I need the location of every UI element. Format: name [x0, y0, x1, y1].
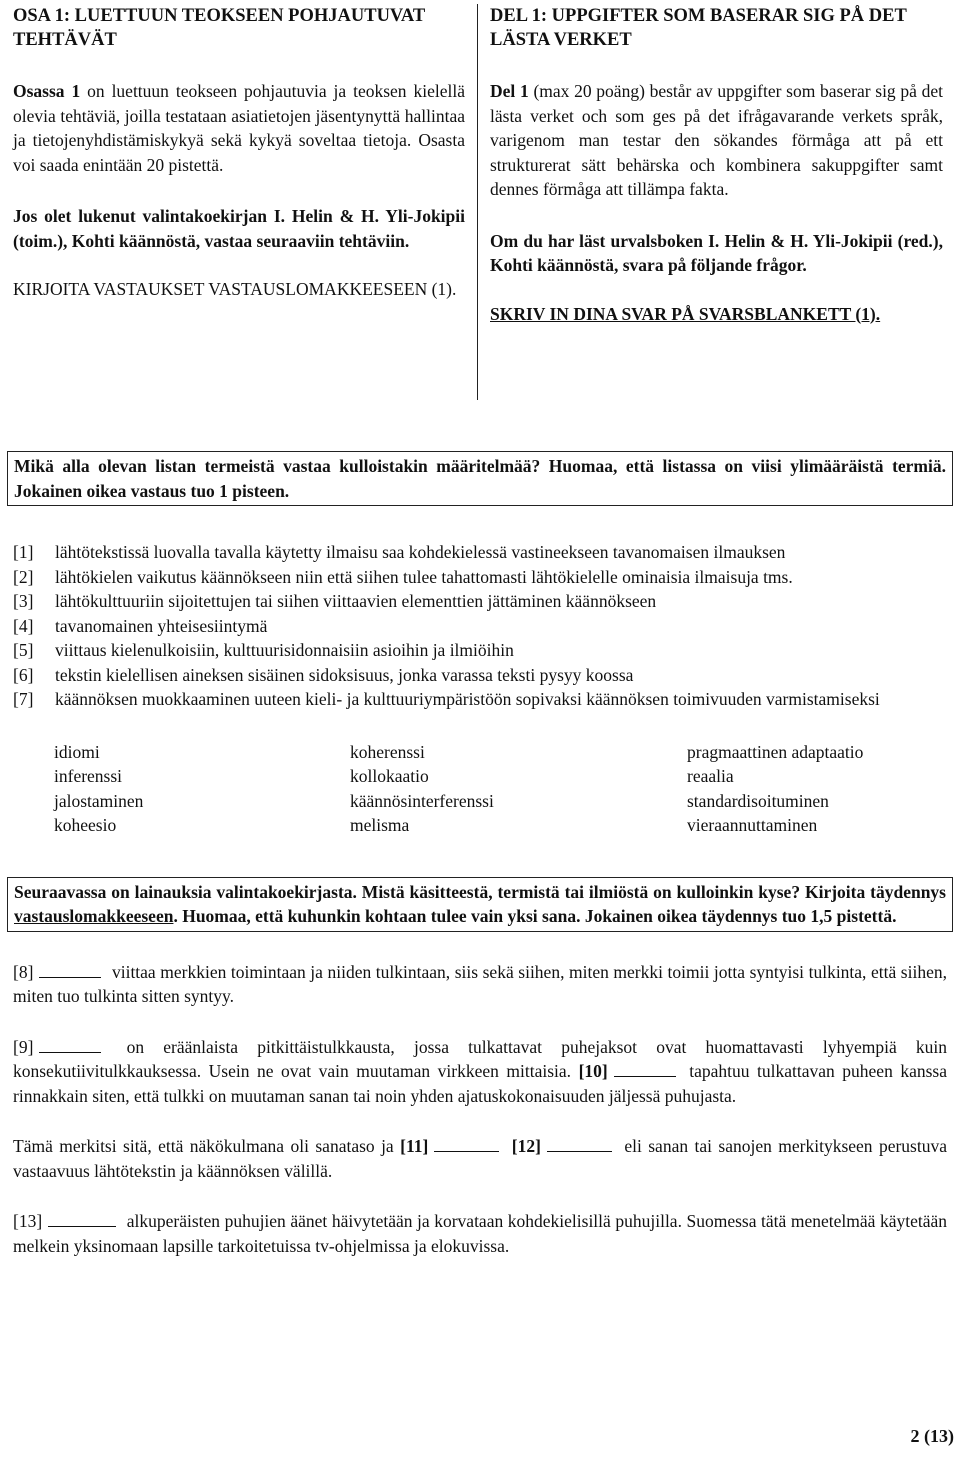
answer-blank[interactable]: [614, 1062, 676, 1077]
definition-number: [3]: [13, 591, 34, 611]
answer-blank[interactable]: [39, 1038, 101, 1053]
question-text: tapahtuu tulkattavan puheen kanssa rinnakkain siten, että tulkki on muutaman sanan tai noin yhden ajatuskokonaisuuden jäljessä puhujasta.: [13, 1061, 947, 1106]
term: kollokaatio: [350, 766, 429, 786]
swedish-intro-text: (max 20 poäng) består av uppgifter som baserar sig på det lästa verket och som ges på det ifrågavarande verkets språk, varigenom man testar den sökandes förmåga att på ett strukturerat sätt behärska och kombinera sakuppgifter samt dennes förmåga att tillämpa fakta.: [490, 81, 943, 199]
definition-number: [6]: [13, 664, 34, 685]
definition-list: [13, 540, 947, 712]
question-number: [12]: [511, 1136, 541, 1156]
term: pragmaattinen adaptaatio: [687, 741, 864, 762]
term-column: [687, 740, 947, 838]
term: koheesio: [54, 815, 117, 835]
swedish-book-note: Om du har läst urvalsboken I. Helin & H. Yli-Jokipii (red.), Kohti käännöstä, svara på följande frågor.: [490, 230, 943, 275]
definition-item: [13, 663, 947, 688]
task1-instruction-box: Mikä alla olevan listan termeistä vastaa kulloistakin määritelmää? Huomaa, että listassa on viisi ylimääräistä termiä. Jokainen oikea vastaus tuo 1 pisteen.: [7, 451, 953, 506]
definition-text: lähtötekstissä luovalla tavalla käytetty ilmaisu saa kohdekielessä vastineekseen tavanomaisen ilmauksen: [55, 542, 786, 562]
question-9-10: [13, 1035, 947, 1109]
question-13: [13, 1209, 947, 1258]
term: koherenssi: [350, 741, 425, 762]
question-text: eli sanan tai sanojen merkitykseen perustuva vastaavuus lähtötekstin ja käännöksen välillä.: [13, 1136, 948, 1181]
swedish-heading: DEL 1: UPPGIFTER SOM BASERAR SIG PÅ DET LÄSTA VERKET: [490, 6, 907, 50]
term: vieraannuttaminen: [687, 815, 818, 835]
definition-number: [4]: [13, 615, 34, 636]
task2-instruction-a: Seuraavassa on lainauksia valintakoekirjasta. Mistä käsitteestä, termistä tai ilmiöstä on kulloinkin kyse? Kirjoita täydennys: [14, 881, 946, 902]
term-column: [54, 740, 350, 838]
definition-number: [1]: [13, 542, 34, 562]
definition-number: [5]: [13, 640, 34, 660]
answer-blank[interactable]: [547, 1137, 612, 1152]
finnish-intro-text: on luettuun teokseen pohjautuvia ja teoksen kielellä olevia tehtäviä, joilla testataan asiatietojen jäsentynyttä hallintaa ja tietojenyhdistämiskykyä sekä kykyä soveltaa tietoja. Osasta voi saada enintään 20 pistettä.: [13, 81, 465, 175]
term-column: [350, 740, 687, 838]
question-text: Tämä merkitsi sitä, että näkökulmana oli sanataso ja: [13, 1136, 394, 1156]
question-number: [13]: [13, 1211, 43, 1231]
definition-text: viittaus kielenulkoisiin, kulttuurisidonnaisiin asioihin ja ilmiöihin: [55, 640, 514, 660]
question-number: [11]: [400, 1136, 429, 1156]
answer-blank[interactable]: [48, 1212, 116, 1227]
definition-item: [13, 589, 947, 614]
finnish-intro-bold: Osassa 1: [13, 81, 81, 101]
swedish-intro-bold: Del 1: [490, 81, 529, 101]
intro-columns: [13, 4, 947, 400]
term: inferenssi: [54, 766, 123, 786]
term-grid: [13, 740, 947, 838]
finnish-heading: OSA 1: LUETTUUN TEOKSEEN POHJAUTUVAT TEHTÄVÄT: [13, 6, 425, 50]
swedish-intro: [490, 79, 943, 202]
definition-text: käännöksen muokkaaminen uuteen kieli- ja kulttuuriympäristöön sopivaksi käännöksen toimivuuden varmistamiseksi: [55, 689, 880, 709]
definition-item: [13, 687, 947, 712]
swedish-write-instruction: SKRIV IN DINA SVAR PÅ SVARSBLANKETT (1).: [490, 303, 881, 324]
swedish-column: [478, 4, 943, 400]
exam-page: [13, 4, 947, 1276]
term: melisma: [350, 815, 410, 835]
definition-text: tavanomainen yhteisesiintymä: [55, 615, 268, 636]
question-text: viittaa merkkien toimintaan ja niiden tulkintaan, siis sekä siihen, miten merkki toimii jotta syntyisi tulkinta, että siihen, miten tuo tulkinta sitten syntyy.: [13, 961, 947, 1006]
term: käännösinterferenssi: [350, 790, 494, 811]
question-text: alkuperäisten puhujien äänet häivytetään ja korvataan kohdekielisillä puhujilla. Suomessa tätä menetelmää käytetään melkein yksinomaan lapsille tarkoitetuissa tv-ohjelmissa ja elokuvissa.: [13, 1211, 947, 1256]
finnish-column: [13, 4, 478, 400]
definition-text: tekstin kielellisen aineksen sisäinen sidoksisuus, jonka varassa teksti pysyy koossa: [55, 664, 634, 685]
definition-item: [13, 540, 947, 565]
answer-blank[interactable]: [434, 1137, 499, 1152]
finnish-intro: [13, 79, 465, 177]
question-text: on eräänlaista pitkittäistulkkausta, jossa tulkattavat puhejaksot ovat huomattavasti lyhyempiä kuin konsekutiivitulkkauksessa. Usein ne ovat vain muutaman virkkeen mittaisia.: [13, 1036, 948, 1081]
finnish-book-note: Jos olet lukenut valintakoekirjan I. Helin & H. Yli-Jokipii (toim.), Kohti käännöstä, vastaa seuraaviin tehtäviin.: [13, 206, 465, 251]
definition-number: [7]: [13, 689, 34, 709]
term: idiomi: [54, 741, 100, 762]
question-11-12: [13, 1134, 947, 1183]
term: jalostaminen: [54, 790, 144, 811]
answer-blank[interactable]: [39, 963, 101, 978]
definition-item: [13, 638, 947, 663]
question-number: [8]: [13, 961, 34, 982]
definition-text: lähtökielen vaikutus käännökseen niin että siihen tulee tahattomasti lähtökielelle ominaisia ilmaisuja tms.: [55, 566, 793, 587]
definition-item: [13, 565, 947, 590]
term: reaalia: [687, 766, 734, 786]
question-number: [10]: [578, 1061, 608, 1081]
question-number: [9]: [13, 1036, 34, 1057]
finnish-write-instruction: KIRJOITA VASTAUKSET VASTAUSLOMAKKEESEEN (1).: [13, 279, 457, 299]
task2-instruction-box: [7, 877, 953, 932]
task2-instruction-underlined: vastauslomakkeeseen: [14, 906, 174, 926]
task2-instruction-b: . Huomaa, että kuhunkin kohtaan tulee vain yksi sana. Jokainen oikea täydennys tuo 1,5 pistettä.: [173, 906, 897, 926]
term: standardisoituminen: [687, 790, 829, 811]
definition-text: lähtökulttuuriin sijoitettujen tai siihen viittaavien elementtien jättäminen käännökseen: [55, 591, 657, 611]
page-number: 2 (13): [910, 1426, 954, 1446]
definition-item: [13, 614, 947, 639]
question-8: [13, 960, 947, 1009]
definition-number: [2]: [13, 566, 34, 587]
